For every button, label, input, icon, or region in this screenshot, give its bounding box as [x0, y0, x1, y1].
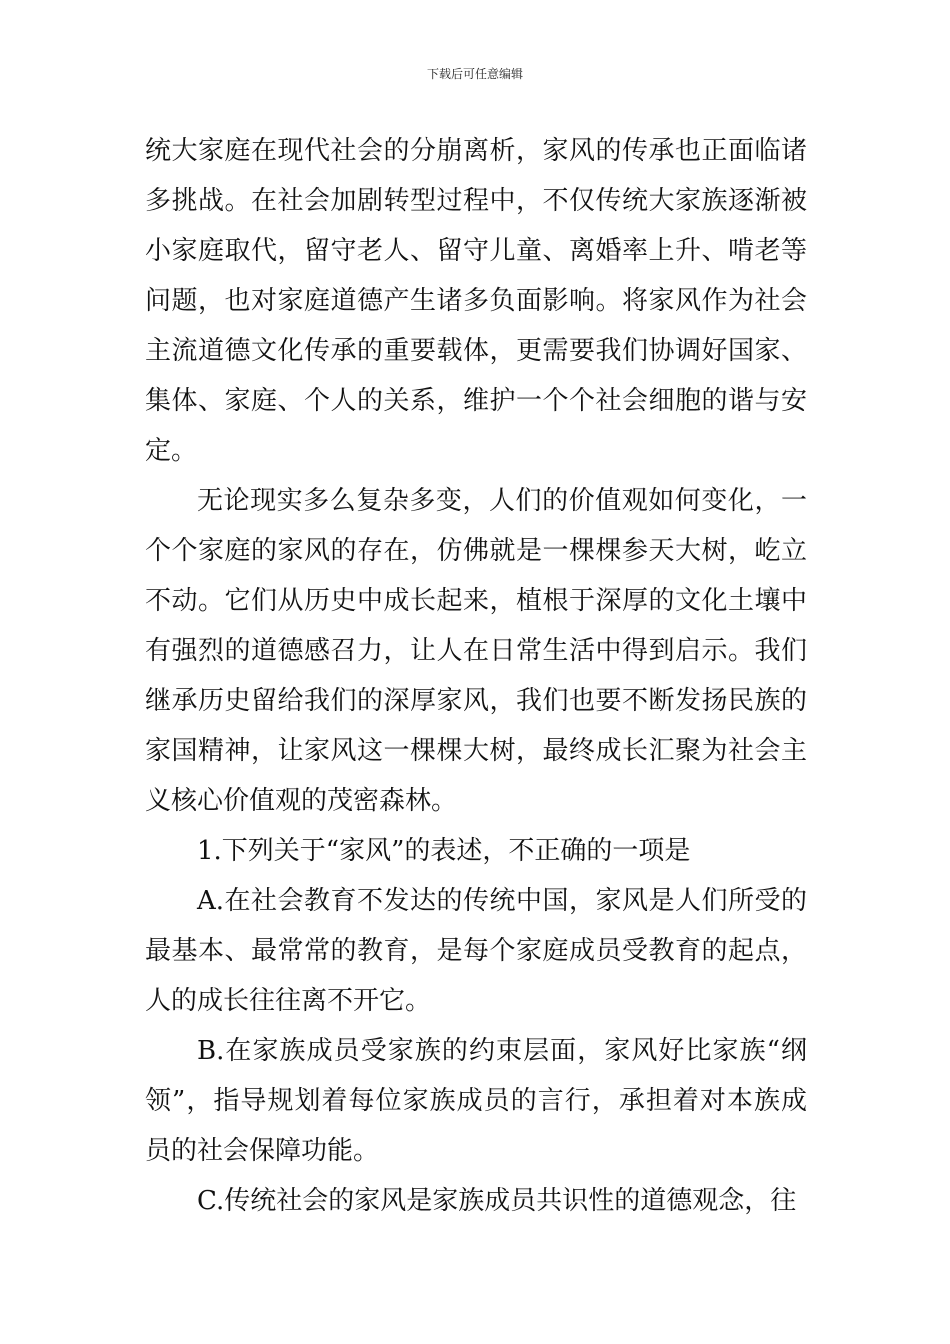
page-header: 下载后可任意编辑 — [426, 67, 523, 81]
option-a: A.在社会教育不发达的传统中国，家风是人们所受的最基本、最常常的教育，是每个家庭成员受教育的起点，人的成长往往离不开它。 — [145, 886, 807, 1016]
paragraph-family-tradition: 无论现实多么复杂多变，人们的价值观如何变化，一个个家庭的家风的存在，仿佛就是一棵棵参天大树，屹立不动。它们从历史中成长起来，植根于深厚的文化土壤中有强烈的道德感召力，让人在日常生活中得到启示。我们继承历史留给我们的深厚家风，我们也要不断发扬民族的家国精神，让家风这一棵棵大树，最终成长汇聚为社会主义核心价值观的茂密森林。 — [145, 486, 807, 816]
option-c: C.传统社会的家风是家族成员共识性的道德观念，往 — [197, 1186, 797, 1216]
option-b: B.在家族成员受家族的约束层面，家风好比家族“纲领”，指导规划着每位家族成员的言行，承担着对本族成员的社会保障功能。 — [145, 1036, 807, 1166]
paragraph-continuation: 统大家庭在现代社会的分崩离析，家风的传承也正面临诸多挑战。在社会加剧转型过程中，不仅传统大家族逐渐被小家庭取代，留守老人、留守儿童、离婚率上升、啃老等问题，也对家庭道德产生诸多负面影响。将家风作为社会主流道德文化传承的重要载体，更需要我们协调好国家、集体、家庭、个人的关系，维护一个个社会细胞的谐与安定。 — [145, 136, 807, 466]
document-body — [145, 126, 807, 1226]
question-stem: 1.下列关于“家风”的表述，不正确的一项是 — [197, 836, 691, 866]
